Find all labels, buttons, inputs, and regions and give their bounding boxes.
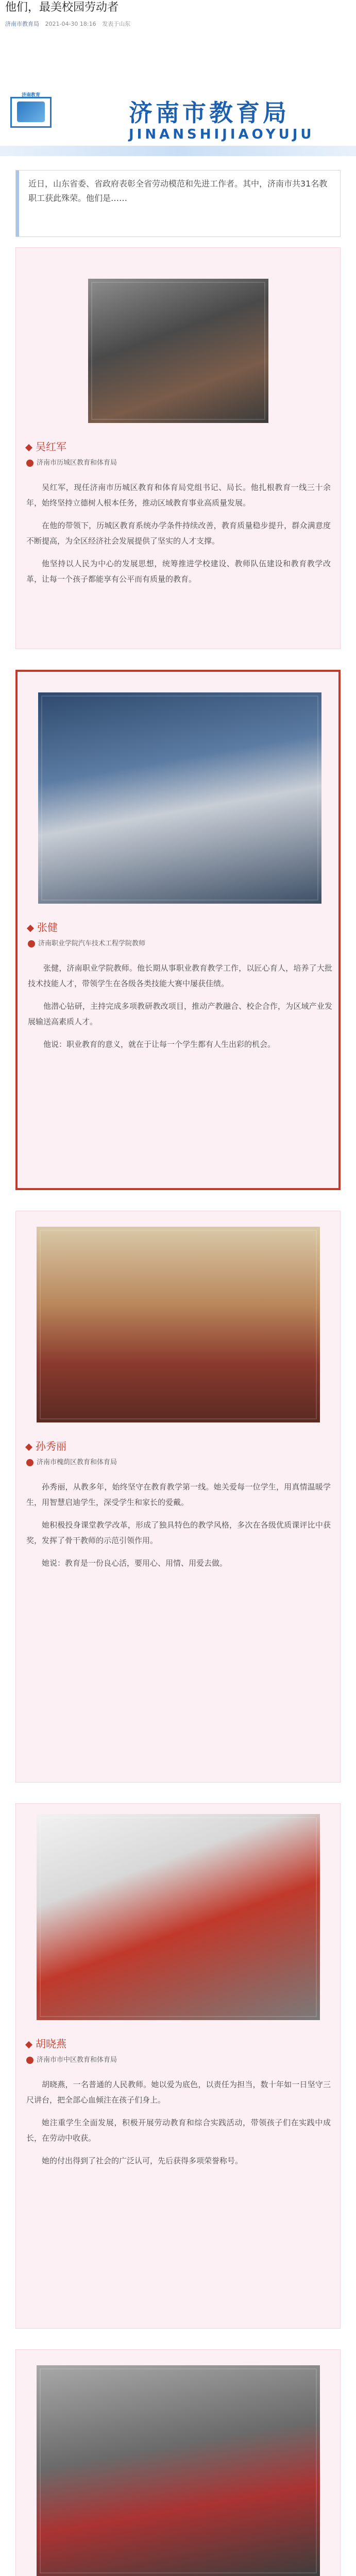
diamond-icon [25,2041,32,2048]
author-link[interactable]: 济南市教育局 [5,21,39,27]
bureau-name-cn: 济南市教育局 [129,99,290,127]
intro-rule [16,171,19,236]
badge-icon [26,460,33,467]
banner-wave [0,146,356,156]
person-photo [37,1227,320,1422]
person-bio: 吴红军，现任济南市历城区教育和体育局党组书记、局长。他扎根教育一线三十余年，始终坚持立德树人根本任务，推动区域教育事业高质量发展。 在他的带领下，历城区教育系统办学条件持续改善，教育质量稳步提升，群众满意度不断提高，为全区经济社会发展提供了坚实的人才支撑。 他坚持以人民为中心的发展思想，统筹推进学校建设、教师队伍建设和教育教学改革，让每一个孩子都能享有公平而有质量的教育。 [26,483,331,584]
person-photo [37,1814,320,2020]
diamond-icon [25,1443,32,1450]
seal-icon [17,101,45,122]
person-name: 胡晓燕 [26,2036,66,2050]
badge-icon [28,940,35,947]
person-bio: 孙秀丽，从教多年，始终坚守在教育教学第一线。她关爱每一位学生，用真情温暖学生，用智慧启迪学生，深受学生和家长的爱戴。 她积极投身课堂教学改革，形成了独具特色的教学风格，多次在各级优质课评比中获奖，发挥了骨干教师的示范引领作用。 她说：教育是一份良心活，要用心、用情、用爱去做。 [26,1482,331,1568]
person-bio: 胡晓燕，一名普通的人民教师。她以爱为底色，以责任为担当，数十年如一日坚守三尺讲台，把全部心血倾注在孩子们身上。 她注重学生全面发展，积极开展劳动教育和综合实践活动，带领孩子们在实践中成长，在劳动中收获。 她的付出得到了社会的广泛认可，先后获得多项荣誉称号。 [26,2080,331,2165]
person-title: 济南市槐荫区教育和体育局 [26,1456,117,1466]
person-card [15,670,341,1190]
bureau-logo [10,93,52,128]
person-name: 张健 [28,919,58,934]
bureau-name-en: JINANSHIJIAOYUJU [129,127,315,142]
person-bio: 张健，济南职业学院教师。他长期从事职业教育教学工作，以匠心育人，培养了大批技术技能人才，带领学生在各级各类技能大赛中屡获佳绩。 他潜心钻研，主持完成多项教研教改项目，推动产教融合、校企合作，为区域产业发展输送高素质人才。 他说：职业教育的意义，就在于让每一个学生都有人生出彩的机会。 [28,963,332,1049]
publish-source: 发表于山东 [102,21,131,27]
person-name: 吴红军 [26,438,66,453]
person-photo [37,2365,320,2576]
person-card [15,1211,341,1783]
person-card [15,247,341,649]
intro-box [15,170,341,237]
person-title: 济南市市中区教育和体育局 [26,2054,117,2064]
article-title: 他们，最美校园劳动者 [5,1,119,14]
person-card [15,1803,341,2329]
person-title: 济南市历城区教育和体育局 [26,457,117,467]
diamond-icon [27,924,34,931]
logo-caption: 济南教育 [21,93,40,98]
diamond-icon [25,444,32,451]
article-meta [5,20,134,28]
person-photo [88,279,268,423]
badge-icon [26,2057,33,2064]
person-photo [38,692,321,904]
intro-text: 近日，山东省委、省政府表彰全省劳动模范和先进工作者。其中，济南市共31名教职工获此殊荣。他们是…… [28,179,328,203]
badge-icon [26,1459,33,1466]
person-name: 孙秀丽 [26,1438,66,1453]
header-banner [0,87,356,164]
person-card [15,2349,341,2576]
publish-date: 2021-04-30 18:16 [45,21,96,27]
person-title: 济南职业学院汽车技术工程学院教师 [28,938,145,947]
